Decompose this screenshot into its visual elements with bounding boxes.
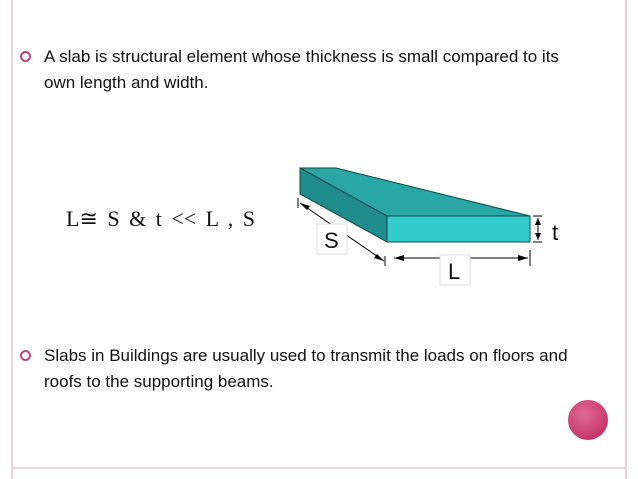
bullet-definition bbox=[44, 44, 584, 96]
bullet-usage-text: Slabs in Buildings are usually used to transmit the loads on floors and roofs to the supporting beams. bbox=[44, 346, 568, 391]
slab-diagram bbox=[290, 160, 580, 290]
slab-formula: L≅ S & t << L , S bbox=[66, 206, 256, 231]
bullet-usage bbox=[44, 343, 584, 395]
slab-front-face bbox=[387, 216, 530, 242]
label-l: L bbox=[448, 259, 461, 284]
bullet-marker-icon bbox=[20, 350, 31, 361]
decorative-circle bbox=[568, 400, 608, 440]
bullet-definition-text: A slab is structural element whose thickness is small compared to its own length and width. bbox=[44, 47, 559, 92]
bullet-marker-icon bbox=[20, 51, 31, 62]
label-t: t bbox=[552, 220, 559, 245]
label-s: S bbox=[324, 228, 339, 253]
